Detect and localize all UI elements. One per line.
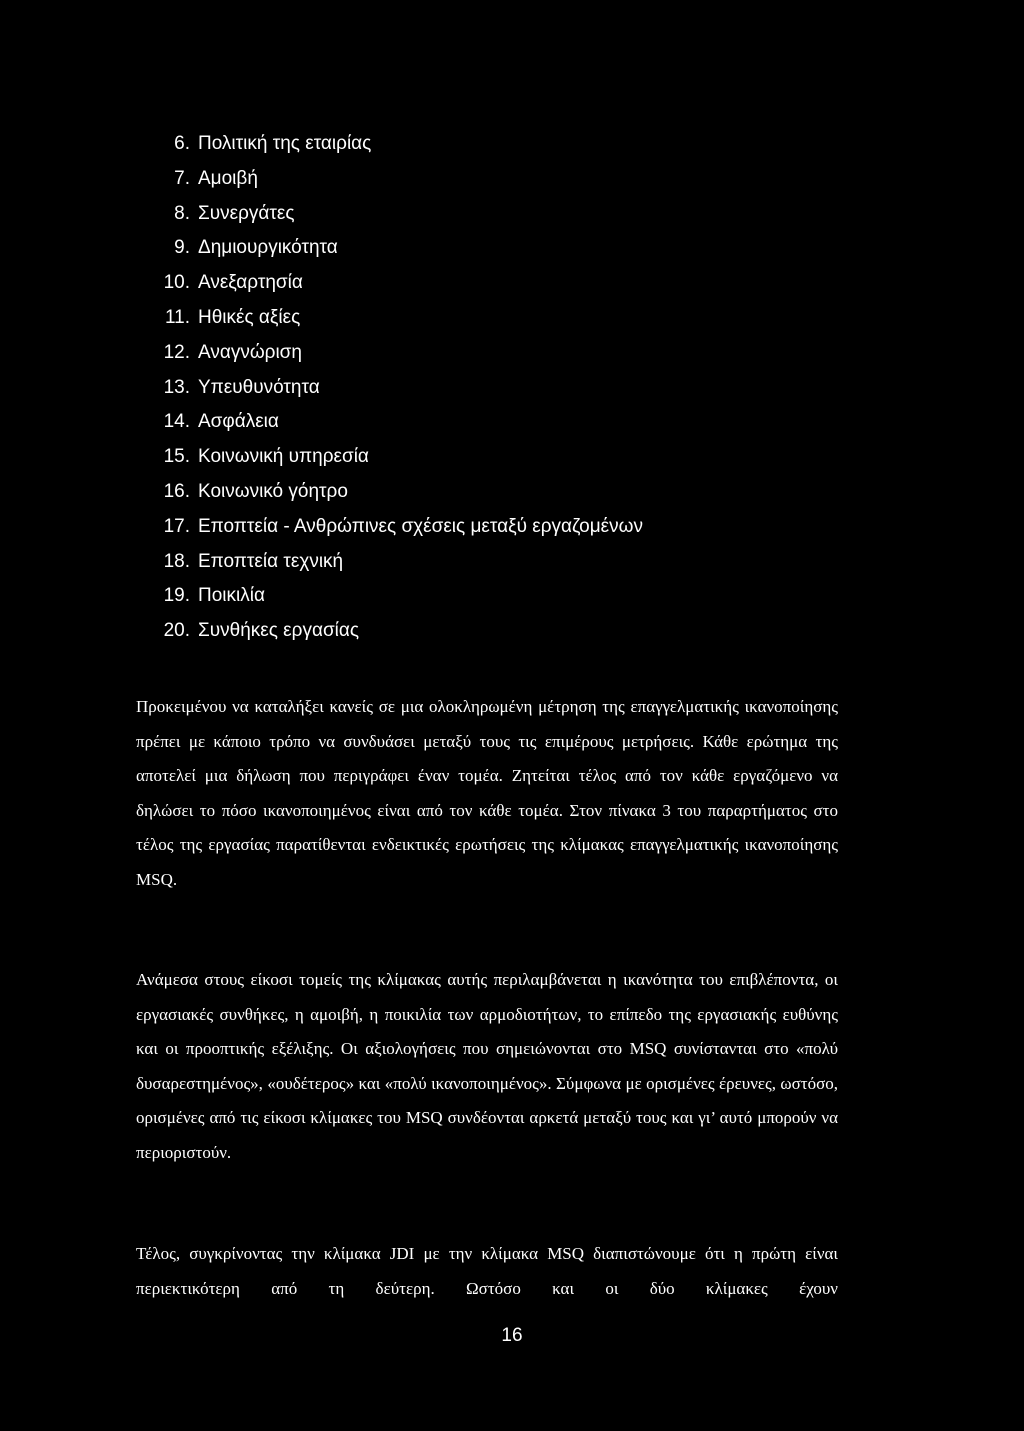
list-item [162,130,643,165]
list-item [162,374,643,409]
list-item-number: 17. [163,515,190,537]
list-item [162,339,643,374]
list-item-number: 6. [174,133,190,154]
body-paragraph: Ανάμεσα στους είκοσι τομείς της κλίμακας αυτής περιλαμβάνεται η ικανότητα του επιβλέποντα, οι εργασιακές συνθήκες, η αμοιβή, η ποικιλία των αρμοδιοτήτων, το επίπεδο της εργασιακής ευθύνης και οι προοπτικής εξέλιξης. Οι αξιολογήσεις που σημειώνονται στο MSQ συνίστανται στο «πολύ δυσαρεστημένος», «ουδέτερος» και «πολύ ικανοποιημένος». Σύμφωνα με ορισμένες έρευνες, ωστόσο, ορισμένες από τις είκοσι κλίμακες του MSQ συνδέονται αρκετά μεταξύ τους και γι’ αυτό μπορούν να περιοριστούν. [136,970,838,1162]
list-item-number: 19. [163,585,190,607]
list-item-text: Ανεξαρτησία [198,272,303,294]
list-item [162,304,643,339]
list-item-text: Δημιουργικότητα [198,237,338,259]
list-item-number: 20. [163,620,190,642]
list-item-number: 8. [174,202,190,224]
list-item-text: Συνθήκες εργασίας [198,620,360,642]
list-item-number: 10. [163,272,190,294]
list-item-number: 14. [163,411,190,433]
list-item-text: Αναγνώριση [198,341,302,363]
list-item [162,617,643,652]
list-item-text: Ηθικές αξίες [198,306,301,328]
list-item-number: 9. [174,237,190,259]
list-item [162,234,643,269]
list-item [162,513,643,548]
list-item-number: 12. [163,341,190,363]
list-item-text: Πολιτική της εταιρίας [198,133,372,154]
list-item-text: Αμοιβή [198,167,258,189]
numbered-list [162,130,643,652]
body-paragraph: Προκειμένου να καταλήξει κανείς σε μια ολοκληρωμένη μέτρηση της επαγγελματικής ικανοποίησης πρέπει με κάποιο τρόπο να συνδυάσει μεταξύ τους τις επιμέρους μετρήσεις. Κάθε ερώτημα της αποτελεί μια δήλωση που περιγράφει έναν τομέα. Ζητείται τέλος από τον κάθε εργαζόμενο να δηλώσει το πόσο ικανοποιημένος είναι από τον κάθε τομέα. Στον πίνακα 3 του παραρτήματος στο τέλος της εργασίας παρατίθενται ενδεικτικές ερωτήσεις της κλίμακας επαγγελματικής ικανοποίησης MSQ. [136,697,838,889]
list-item [162,582,643,617]
list-item [162,269,643,304]
list-item-number: 11. [164,306,190,328]
list-item-number: 16. [163,480,190,502]
list-item-text: Ποικιλία [198,585,265,607]
list-item-text: Υπευθυνότητα [198,376,320,398]
list-item [162,548,643,583]
list-item-text: Εποπτεία τεχνική [198,550,344,572]
list-item-text: Ασφάλεια [198,411,279,433]
list-item-text: Κοινωνική υπηρεσία [198,446,369,468]
list-item-number: 13. [163,376,190,398]
list-item-number: 7. [174,167,190,189]
body-paragraph: Τέλος, συγκρίνοντας την κλίμακα JDI με την κλίμακα MSQ διαπιστώνουμε ότι η πρώτη είναι περιεκτικότερη από τη δεύτερη. Ωστόσο και οι δύο κλίμακες έχουν [136,1244,838,1298]
list-item [162,443,643,478]
list-item-text: Συνεργάτες [198,202,295,224]
list-item [162,200,643,235]
list-item-text: Κοινωνικό γόητρο [198,480,348,502]
list-item [162,408,643,443]
list-item-number: 18. [163,550,190,572]
list-item-text: Εποπτεία - Ανθρώπινες σχέσεις μεταξύ εργαζομένων [198,515,643,537]
list-item-number: 15. [163,446,190,468]
list-item [162,478,643,513]
list-item [162,165,643,200]
page-number: 16 [501,1325,523,1346]
